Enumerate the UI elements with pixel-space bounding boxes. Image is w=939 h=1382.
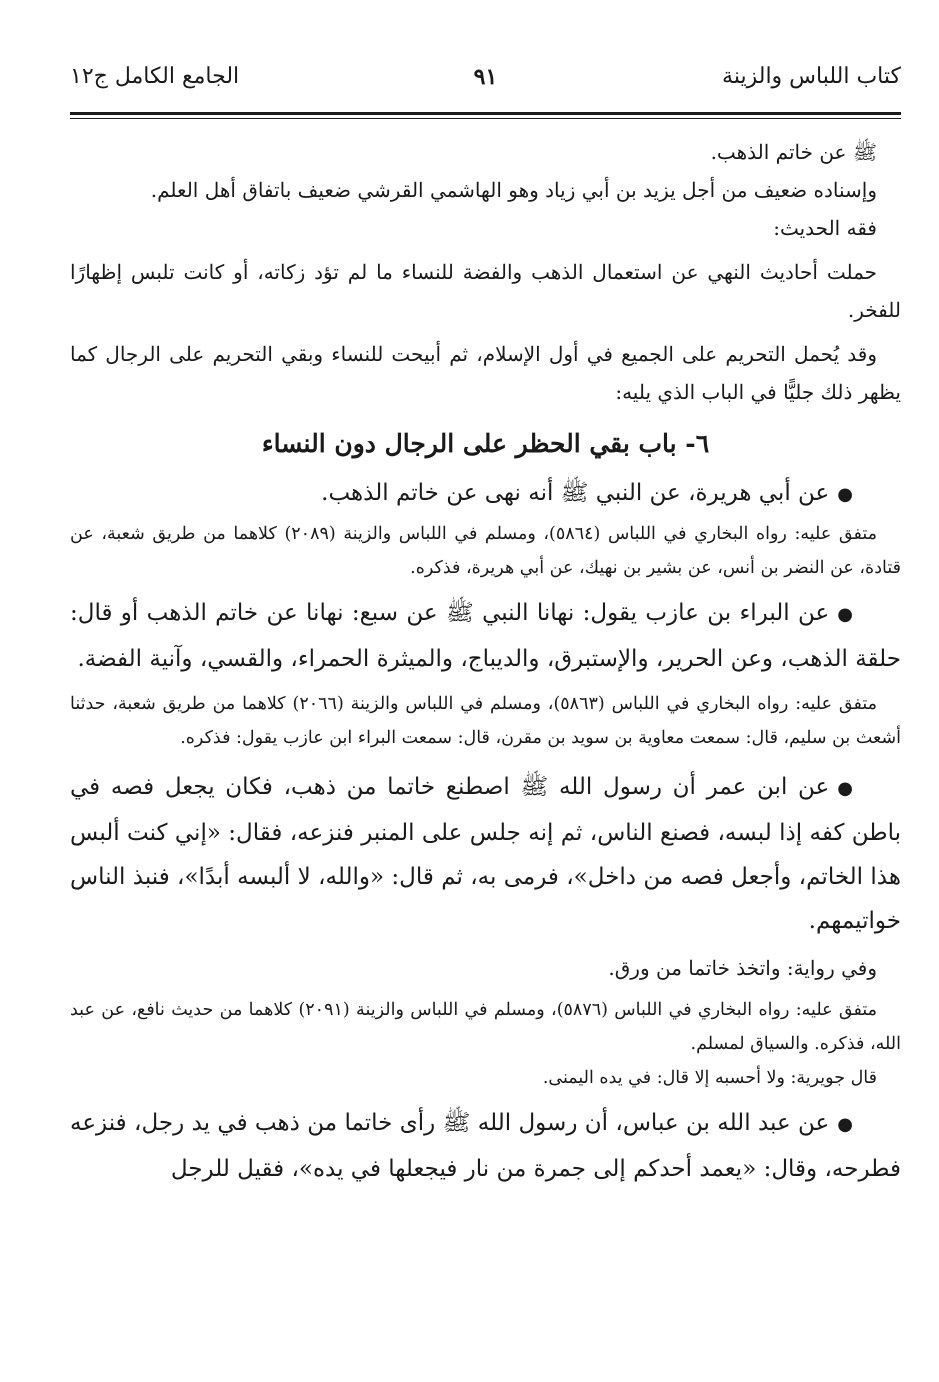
hadith-2-text: عن البراء بن عازب يقول: نهانا النبي ﷺ عن سبع: نهانا عن خاتم الذهب أو قال: حلقة الذهب، وعن الحرير، والإستبرق، والديباج، والميثرة الحمراء، والقسي، وآنية الفضة. — [70, 600, 901, 672]
series-title: الجامع الكامل ج١٢ — [70, 64, 240, 89]
bullet-icon: ● — [837, 604, 853, 625]
header-rule-thin — [70, 118, 901, 119]
header-rule-thick — [70, 112, 901, 115]
hadith-3-takhrij: متفق عليه: رواه البخاري في اللباس (٥٨٧٦)، ومسلم في اللباس والزينة (٢٠٩١) كلاهما من حديث نافع، عن عبد الله، فذكره. والسياق لمسلم. — [70, 1000, 901, 1054]
bullet-icon: ● — [837, 484, 853, 505]
page-body — [70, 133, 901, 1191]
paragraph-isnad-grading: وإسناده ضعيف من أجل يزيد بن أبي زياد وهو الهاشمي القرشي ضعيف باتفاق أهل العلم. — [150, 178, 877, 202]
document-page — [70, 58, 901, 1382]
paragraph-continuation: ﷺ عن خاتم الذهب. — [710, 140, 877, 164]
paragraph-fiqh-1: حملت أحاديث النهي عن استعمال الذهب والفضة للنساء ما لم تؤد زكاته، أو كانت تلبس إظهارًا للفخر. — [70, 260, 901, 322]
paragraph-fiqh-2: وقد يُحمل التحريم على الجميع في أول الإسلام، ثم أبيحت للنساء وبقي التحريم على الرجال كما يظهر ذلك جليًّا في الباب الذي يليه: — [70, 342, 901, 404]
hadith-text — [70, 765, 901, 943]
book-title: كتاب اللباس والزينة — [722, 64, 901, 89]
bullet-icon: ● — [837, 778, 853, 799]
hadith-text — [70, 471, 901, 517]
hadith-text — [70, 591, 901, 681]
page-number: ٩١ — [473, 64, 498, 90]
section-heading: ٦- باب بقي الحظر على الرجال دون النساء — [261, 429, 710, 458]
fiqh-subheading: فقه الحديث: — [773, 216, 877, 240]
hadith-3-note: قال جويرية: ولا أحسبه إلا قال: في يده اليمنى. — [542, 1068, 877, 1088]
page-header — [70, 58, 901, 102]
hadith-1-text: عن أبي هريرة، عن النبي ﷺ أنه نهى عن خاتم الذهب. — [321, 480, 830, 506]
hadith-2-takhrij: متفق عليه: رواه البخاري في اللباس (٥٨٦٣)، ومسلم في اللباس والزينة (٢٠٦٦) كلاهما من طريق شعبة، حدثنا أشعث بن سليم، قال: سمعت معاوية بن سويد بن مقرن، قال: سمعت البراء ابن عازب يقول: فذكره. — [70, 694, 901, 748]
hadith-3-riwaya: وفي رواية: واتخذ خاتما من ورق. — [608, 956, 877, 980]
hadith-1-takhrij: متفق عليه: رواه البخاري في اللباس (٥٨٦٤)، ومسلم في اللباس والزينة (٢٠٨٩) كلاهما من طريق شعبة، عن قتادة، عن النضر بن أنس، عن بشير بن نهيك، عن أبي هريرة، فذكره. — [70, 524, 901, 578]
bullet-icon: ● — [837, 1114, 853, 1135]
hadith-4-text: عن عبد الله بن عباس، أن رسول الله ﷺ رأى خاتما من ذهب في يد رجل، فنزعه فطرحه، وقال: «يعمد أحدكم إلى جمرة من نار فيجعلها في يده»، فقيل للرجل — [70, 1110, 901, 1182]
hadith-text — [70, 1101, 901, 1191]
hadith-3-text: عن ابن عمر أن رسول الله ﷺ اصطنع خاتما من ذهب، فكان يجعل فصه في باطن كفه إذا لبسه، فصنع الناس، ثم إنه جلس على المنبر فنزعه، فقال: «إني كنت ألبس هذا الخاتم، وأجعل فصه من داخل»، فرمى به، ثم قال: «والله، لا ألبسه أبدًا»، فنبذ الناس خواتيمهم. — [70, 774, 901, 934]
